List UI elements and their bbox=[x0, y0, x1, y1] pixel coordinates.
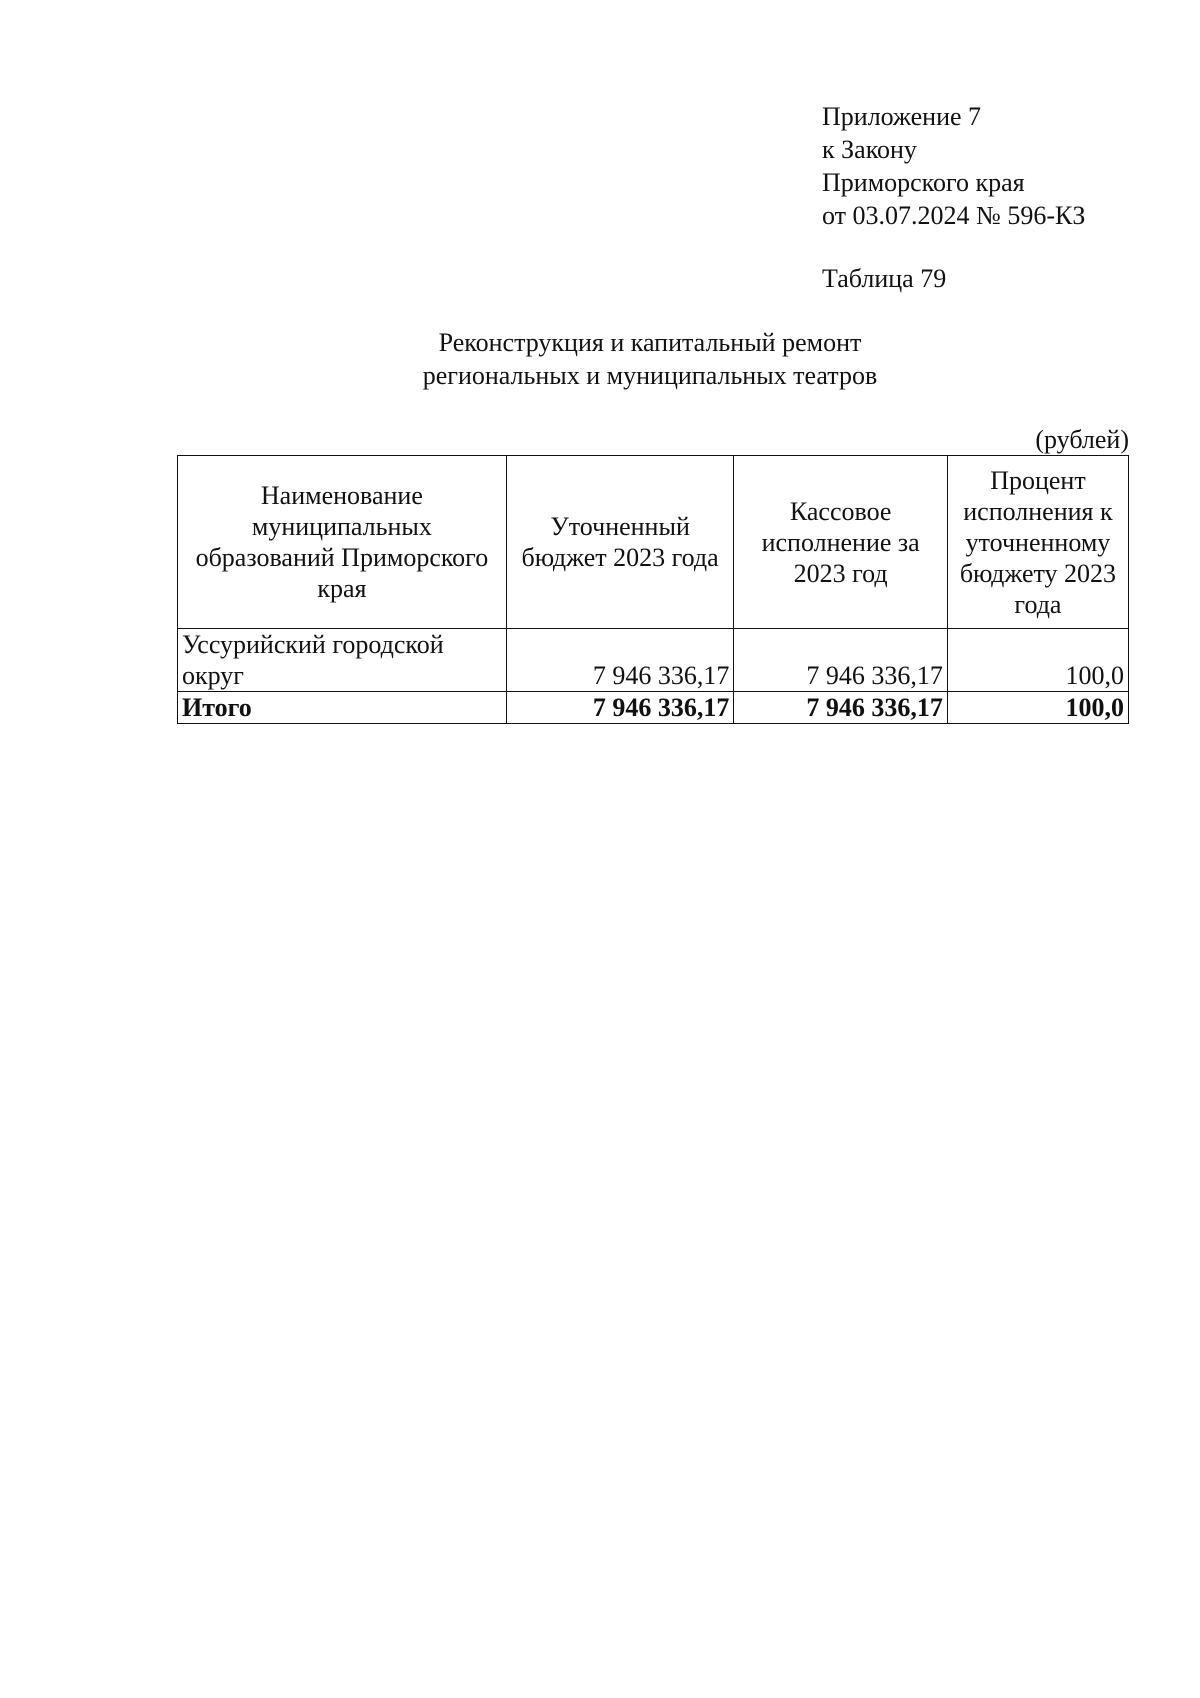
cell-budget: 7 946 336,17 bbox=[506, 629, 734, 692]
appendix-line-1: Приложение 7 bbox=[822, 102, 982, 131]
document-title-line-2: региональных и муниципальных театров bbox=[422, 361, 878, 390]
report-table bbox=[177, 455, 1129, 724]
cell-execution: 7 946 336,17 bbox=[734, 629, 947, 692]
total-execution: 7 946 336,17 bbox=[734, 692, 947, 724]
total-row bbox=[178, 692, 1129, 724]
total-budget: 7 946 336,17 bbox=[506, 692, 734, 724]
appendix-line-4: от 03.07.2024 № 596-КЗ bbox=[822, 201, 1086, 230]
document-title bbox=[300, 326, 1000, 392]
cell-municipality: Уссурийский городской округ bbox=[178, 629, 507, 692]
appendix-line-2: к Закону bbox=[822, 135, 917, 164]
units-label: (рублей) bbox=[1035, 425, 1129, 454]
appendix-line-3: Приморского края bbox=[822, 168, 1025, 197]
table-row bbox=[178, 629, 1129, 692]
appendix-block bbox=[822, 100, 1085, 232]
header-percent: Процент исполнения к уточненному бюджету 2023 года bbox=[947, 456, 1128, 629]
header-municipality: Наименование муниципальных образований Приморского края bbox=[178, 456, 507, 629]
table-header-row bbox=[178, 456, 1129, 629]
cell-percent: 100,0 bbox=[947, 629, 1128, 692]
header-execution: Кассовое исполнение за 2023 год bbox=[734, 456, 947, 629]
header-budget: Уточненный бюджет 2023 года bbox=[506, 456, 734, 629]
document-title-line-1: Реконструкция и капитальный ремонт bbox=[438, 328, 862, 357]
table-number: Таблица 79 bbox=[822, 264, 947, 293]
total-label: Итого bbox=[178, 692, 507, 724]
total-percent: 100,0 bbox=[947, 692, 1128, 724]
